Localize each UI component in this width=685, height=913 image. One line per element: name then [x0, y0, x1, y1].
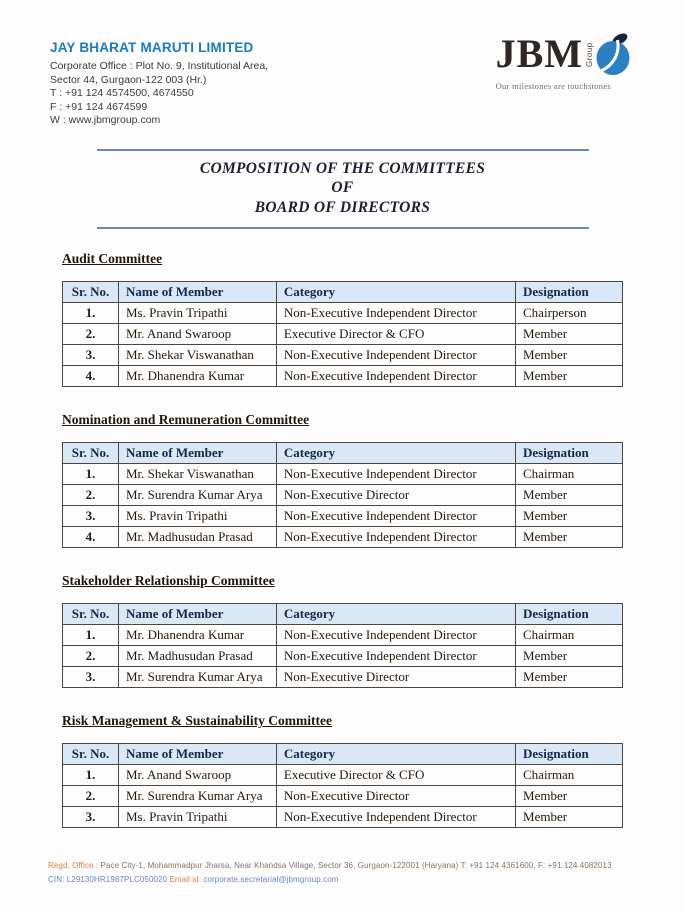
- sr-no-cell: 1.: [63, 625, 119, 646]
- category-cell: Non-Executive Independent Director: [276, 345, 515, 366]
- committee-section: [62, 573, 623, 688]
- jbm-globe-icon: [595, 32, 633, 81]
- designation-cell: Chairperson: [516, 303, 623, 324]
- sr-no-cell: 2.: [63, 324, 119, 345]
- category-cell: Executive Director & CFO: [276, 324, 515, 345]
- member-name-cell: Mr. Surendra Kumar Arya: [119, 667, 277, 688]
- footer-cin-line: [48, 873, 648, 887]
- jbm-logo-row: [495, 31, 633, 81]
- email-label: Email id:: [169, 874, 202, 884]
- sr-no-cell: 3.: [63, 667, 119, 688]
- sr-no-cell: 1.: [63, 464, 119, 485]
- committee-heading: Nomination and Remuneration Committee: [62, 412, 310, 428]
- category-cell: Non-Executive Independent Director: [276, 807, 515, 828]
- committee-table: [62, 281, 623, 387]
- category-cell: Non-Executive Director: [276, 485, 515, 506]
- footer-regd-office-line: [48, 859, 648, 873]
- designation-cell: Member: [516, 807, 623, 828]
- document-title-line1: COMPOSITION OF THE COMMITTEES: [199, 159, 486, 177]
- company-address: [50, 60, 268, 128]
- address-line-phone: T : +91 124 4574500, 4674550: [50, 87, 194, 100]
- designation-cell: Member: [516, 646, 623, 667]
- column-header: Name of Member: [119, 282, 277, 303]
- sr-no-cell: 2.: [63, 786, 119, 807]
- member-name-cell: Mr. Anand Swaroop: [119, 324, 277, 345]
- logo-tagline: Our milestones are touchstones: [495, 81, 612, 91]
- company-name: JAY BHARAT MARUTI LIMITED: [50, 40, 254, 55]
- column-header: Name of Member: [119, 443, 277, 464]
- table-row: [63, 807, 623, 828]
- member-name-cell: Mr. Surendra Kumar Arya: [119, 485, 277, 506]
- member-name-cell: Mr. Dhanendra Kumar: [119, 625, 277, 646]
- jbm-logo: [495, 31, 633, 91]
- member-name-cell: Mr. Surendra Kumar Arya: [119, 786, 277, 807]
- designation-cell: Member: [516, 345, 623, 366]
- address-line-fax: F : +91 124 4674599: [50, 100, 148, 113]
- email-value: corporate.secretarial@jbmgroup.com: [203, 874, 339, 884]
- committee-section: [62, 412, 623, 548]
- sr-no-cell: 3.: [63, 345, 119, 366]
- table-header-row: [63, 282, 623, 303]
- table-row: [63, 464, 623, 485]
- cin-label: CIN:: [48, 874, 65, 884]
- category-cell: Non-Executive Independent Director: [276, 646, 515, 667]
- table-row: [63, 345, 623, 366]
- member-name-cell: Mr. Shekar Viswanathan: [119, 345, 277, 366]
- category-cell: Executive Director & CFO: [276, 765, 515, 786]
- footer: [48, 859, 648, 886]
- regd-office-label: Regd. Office :: [48, 861, 99, 870]
- committee-section: [62, 251, 623, 387]
- category-cell: Non-Executive Independent Director: [276, 527, 515, 548]
- committee-table: [62, 442, 623, 548]
- sr-no-cell: 1.: [63, 765, 119, 786]
- column-header: Category: [276, 282, 515, 303]
- sr-no-cell: 3.: [63, 807, 119, 828]
- table-row: [63, 324, 623, 345]
- committee-heading: Risk Management & Sustainability Committee: [62, 713, 332, 729]
- table-row: [63, 485, 623, 506]
- address-line-website: W : www.jbmgroup.com: [50, 114, 161, 127]
- document-title-line3: BOARD OF DIRECTORS: [254, 198, 431, 216]
- designation-cell: Member: [516, 527, 623, 548]
- cin-value: L29130HR1987PLC050020: [66, 874, 168, 884]
- category-cell: Non-Executive Director: [276, 786, 515, 807]
- column-header: Name of Member: [119, 744, 277, 765]
- designation-cell: Member: [516, 366, 623, 387]
- table-row: [63, 303, 623, 324]
- sr-no-cell: 4.: [63, 366, 119, 387]
- designation-cell: Member: [516, 485, 623, 506]
- table-row: [63, 625, 623, 646]
- regd-office-text: Pace City-1, Mohammadpur Jharsa, Near Khandsa Village, Sector 36, Gurgaon-122001 (Haryana) T: +91 124 4361600, F: +91 124 4082013: [100, 861, 612, 870]
- table-row: [63, 506, 623, 527]
- column-header: Sr. No.: [63, 282, 119, 303]
- category-cell: Non-Executive Independent Director: [276, 464, 515, 485]
- address-line: Sector 44, Gurgaon-122 003 (Hr.): [50, 73, 207, 86]
- designation-cell: Chairman: [516, 464, 623, 485]
- column-header: Sr. No.: [63, 443, 119, 464]
- member-name-cell: Mr. Madhusudan Prasad: [119, 646, 277, 667]
- designation-cell: Member: [516, 324, 623, 345]
- table-header-row: [63, 744, 623, 765]
- member-name-cell: Ms. Pravin Tripathi: [119, 807, 277, 828]
- column-header: Designation: [516, 282, 623, 303]
- member-name-cell: Ms. Pravin Tripathi: [119, 303, 277, 324]
- table-header-row: [63, 443, 623, 464]
- address-line: Corporate Office : Plot No. 9, Institutional Area,: [50, 60, 269, 72]
- committee-section: [62, 713, 623, 828]
- member-name-cell: Mr. Shekar Viswanathan: [119, 464, 277, 485]
- table-row: [63, 646, 623, 667]
- committees-container: [62, 251, 623, 828]
- designation-cell: Chairman: [516, 625, 623, 646]
- column-header: Category: [276, 744, 515, 765]
- document-title-block: [97, 149, 589, 230]
- member-name-cell: Mr. Anand Swaroop: [119, 765, 277, 786]
- sr-no-cell: 2.: [63, 646, 119, 667]
- category-cell: Non-Executive Director: [276, 667, 515, 688]
- sr-no-cell: 1.: [63, 303, 119, 324]
- sr-no-cell: 2.: [63, 485, 119, 506]
- table-row: [63, 366, 623, 387]
- jbm-group-label: Group: [585, 42, 594, 68]
- column-header: Sr. No.: [63, 604, 119, 625]
- column-header: Designation: [516, 443, 623, 464]
- company-block: [50, 40, 268, 128]
- category-cell: Non-Executive Independent Director: [276, 625, 515, 646]
- jbm-logo-text: JBM: [495, 31, 583, 76]
- table-header-row: [63, 604, 623, 625]
- table-row: [63, 667, 623, 688]
- document-title-line2: OF: [331, 179, 354, 197]
- committee-heading: Stakeholder Relationship Committee: [62, 573, 275, 589]
- column-header: Designation: [516, 744, 623, 765]
- column-header: Name of Member: [119, 604, 277, 625]
- designation-cell: Member: [516, 506, 623, 527]
- member-name-cell: Ms. Pravin Tripathi: [119, 506, 277, 527]
- category-cell: Non-Executive Independent Director: [276, 303, 515, 324]
- category-cell: Non-Executive Independent Director: [276, 506, 515, 527]
- column-header: Sr. No.: [63, 744, 119, 765]
- designation-cell: Chairman: [516, 765, 623, 786]
- letterhead: [0, 0, 685, 128]
- designation-cell: Member: [516, 667, 623, 688]
- column-header: Designation: [516, 604, 623, 625]
- member-name-cell: Mr. Dhanendra Kumar: [119, 366, 277, 387]
- member-name-cell: Mr. Madhusudan Prasad: [119, 527, 277, 548]
- table-row: [63, 527, 623, 548]
- column-header: Category: [276, 604, 515, 625]
- sr-no-cell: 3.: [63, 506, 119, 527]
- table-row: [63, 765, 623, 786]
- category-cell: Non-Executive Independent Director: [276, 366, 515, 387]
- sr-no-cell: 4.: [63, 527, 119, 548]
- table-row: [63, 786, 623, 807]
- committee-heading: Audit Committee: [62, 251, 163, 267]
- committee-table: [62, 603, 623, 688]
- designation-cell: Member: [516, 786, 623, 807]
- committee-table: [62, 743, 623, 828]
- column-header: Category: [276, 443, 515, 464]
